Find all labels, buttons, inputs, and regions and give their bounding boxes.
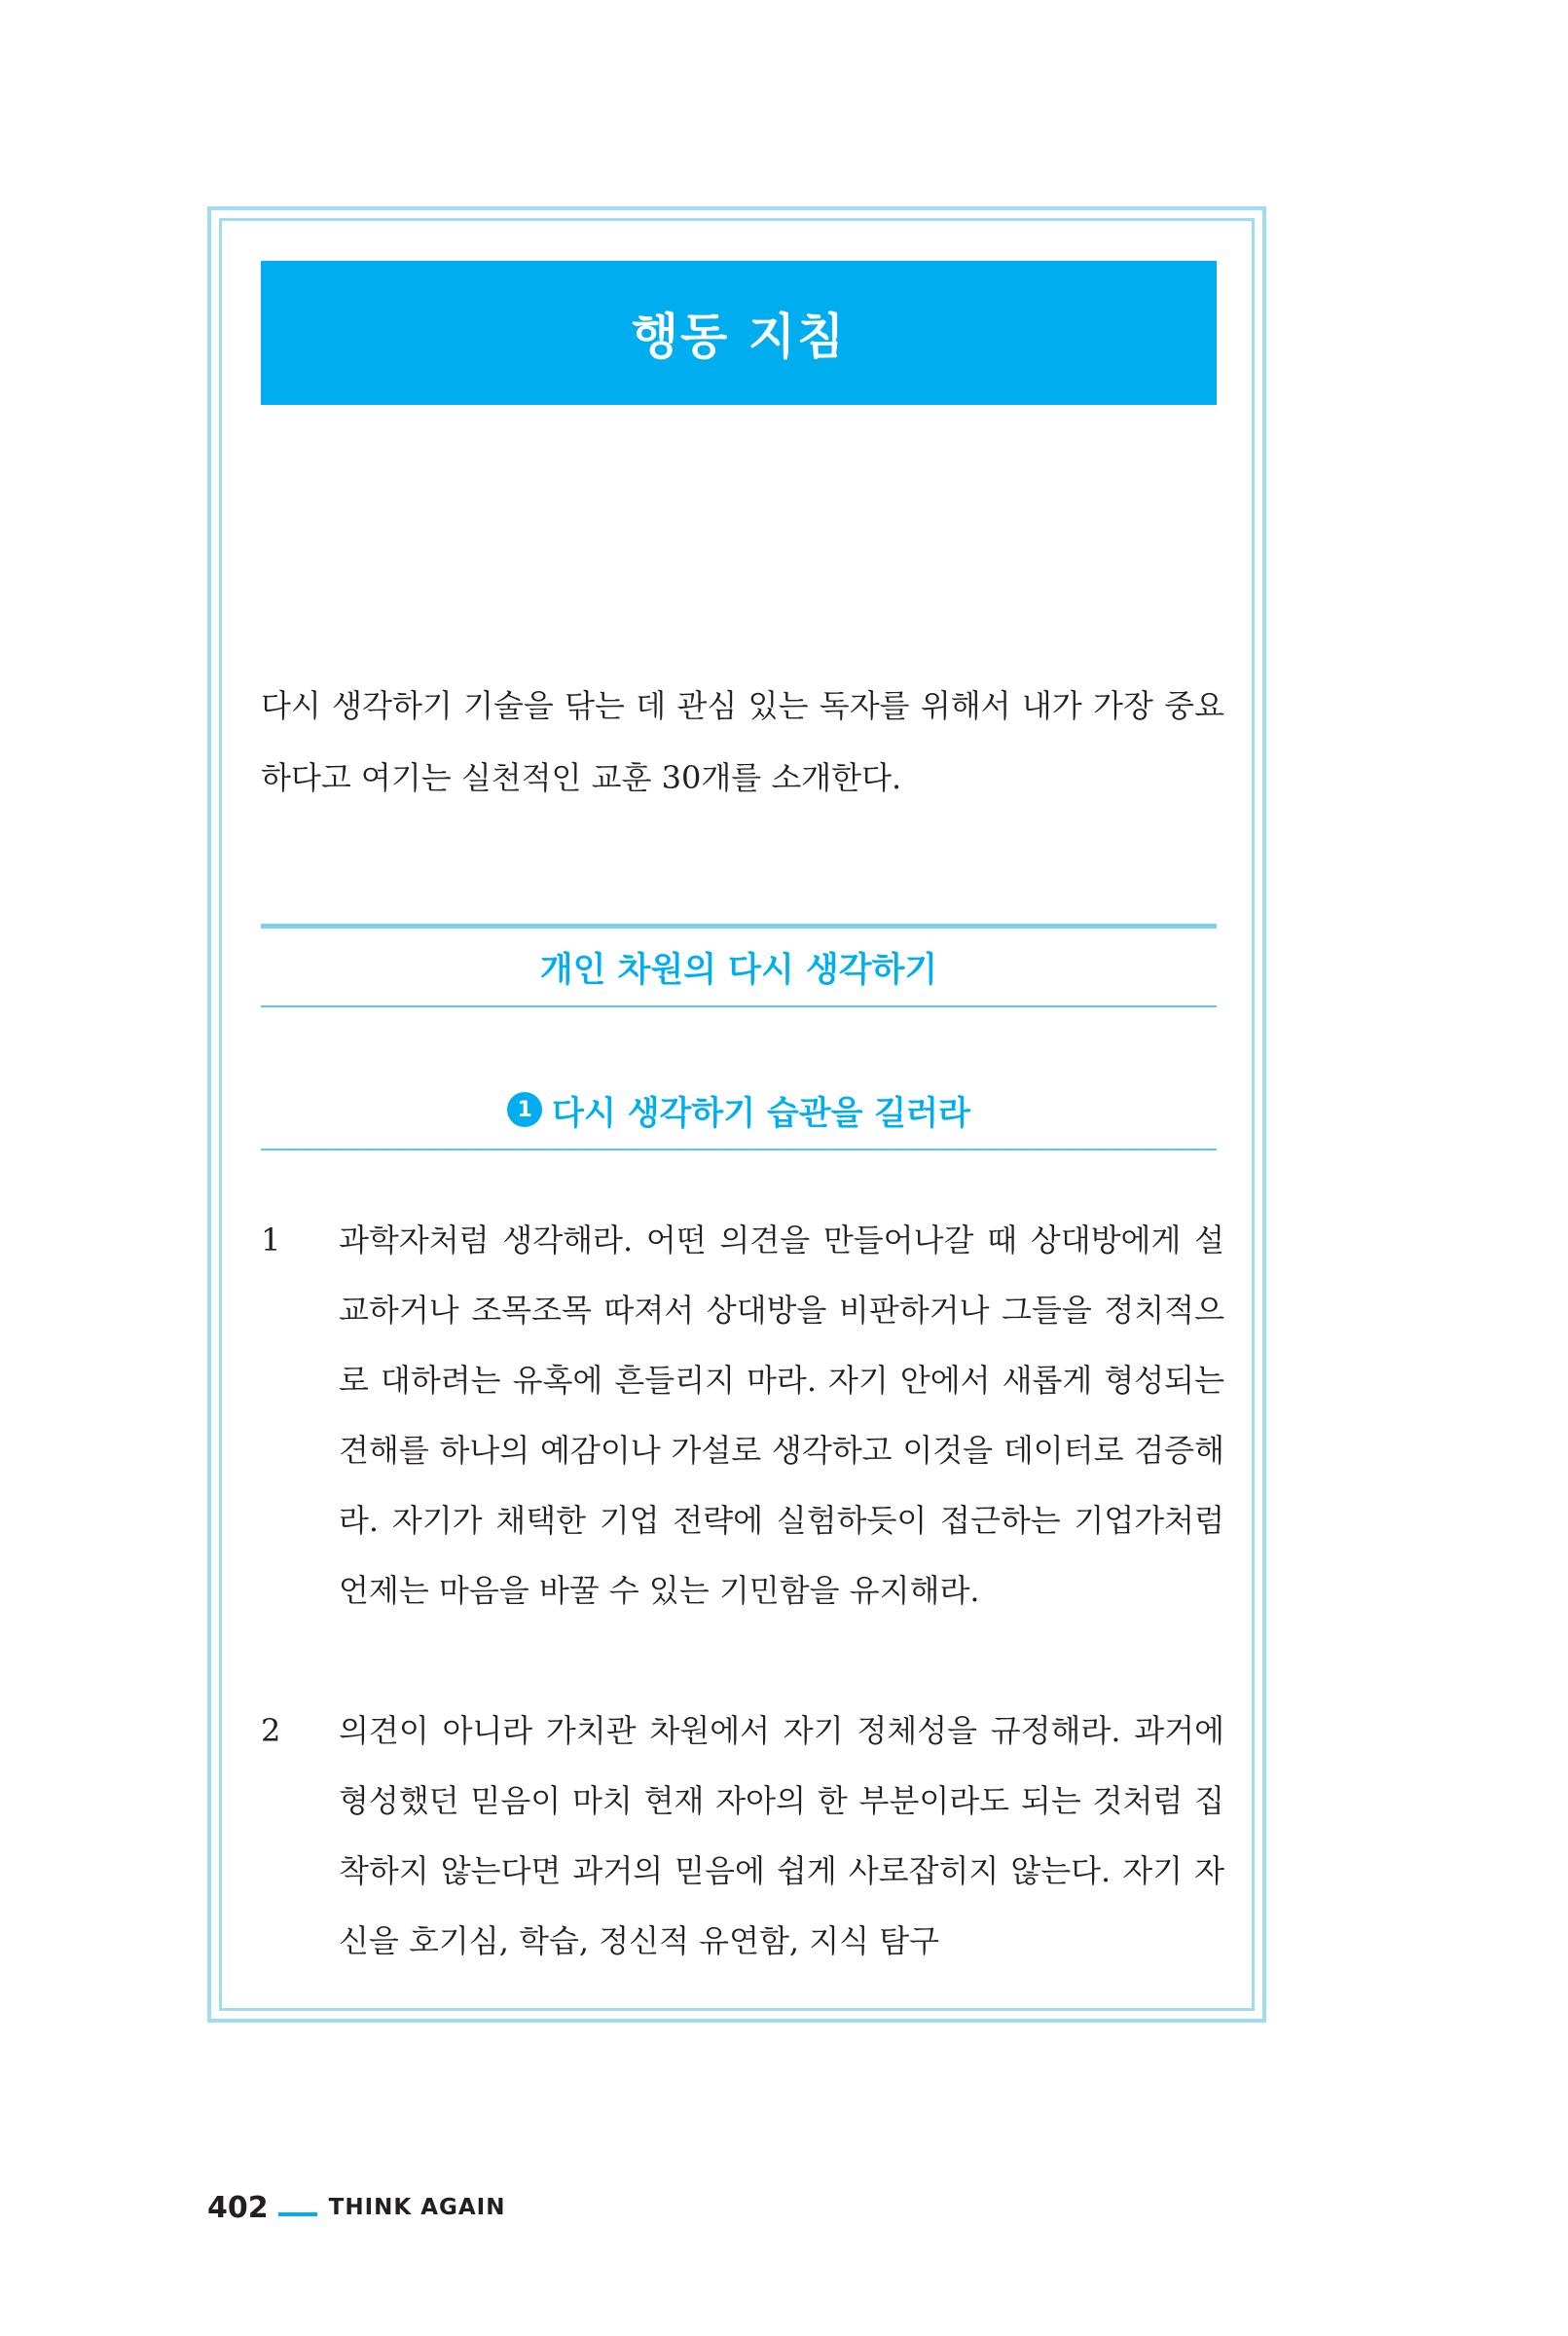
section-rule-top xyxy=(261,924,1217,929)
running-title: THINK AGAIN xyxy=(328,2195,506,2220)
list-item-text: 의견이 아니라 가치관 차원에서 자기 정체성을 규정해라. 과거에 형성했던 믿음이 마치 현재 자아의 한 부분이라도 되는 것처럼 집착하지 않는다면 과거의 믿음에 쉽게 사로잡히지 않는다. 자기 자신을 호기심, 학습, 정신적 유연함, 지식 탐구 xyxy=(339,1712,1224,1959)
list-item-number: 1 xyxy=(261,1222,281,1259)
page-number: 402 xyxy=(207,2190,269,2225)
box-title: 행동 지침 xyxy=(631,309,847,365)
intro-paragraph: 다시 생각하기 기술을 닦는 데 관심 있는 독자를 위해서 내가 가장 중요하다고 여기는 실천적인 교훈 30개를 소개한다. xyxy=(261,687,1224,796)
sub-heading-text: 다시 생각하기 습관을 길러라 xyxy=(552,1093,970,1133)
number-badge-icon: 1 xyxy=(507,1092,542,1127)
list-item-number: 2 xyxy=(261,1712,281,1749)
sub-heading xyxy=(261,1082,1217,1137)
list-item xyxy=(261,1696,1224,1976)
section-heading: 개인 차원의 다시 생각하기 xyxy=(539,951,938,990)
footer-rule xyxy=(278,2212,317,2216)
page-footer xyxy=(207,2188,506,2227)
title-banner xyxy=(261,261,1217,405)
sub-heading-rule xyxy=(261,1149,1217,1150)
section-rule-bottom xyxy=(261,1005,1217,1007)
list-item-text: 과학자처럼 생각해라. 어떤 의견을 만들어나갈 때 상대방에게 설교하거나 조목조목 따져서 상대방을 비판하거나 그들을 정치적으로 대하려는 유혹에 흔들리지 마라. 자기 안에서 새롭게 형성되는 견해를 하나의 예감이나 가설로 생각하고 이것을 데이터로 검증해라. 자기가 채택한 기업 전략에 실험하듯이 접근하는 기업가처럼 언제는 마음을 바꿀 수 있는 기민함을 유지해라. xyxy=(339,1222,1224,1609)
list-item xyxy=(261,1205,1224,1696)
